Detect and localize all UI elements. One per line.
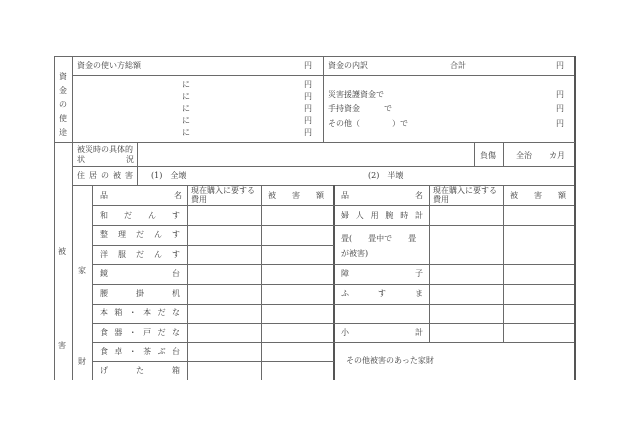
usage-line-ni: に <box>182 116 190 125</box>
divider <box>54 142 575 143</box>
char: 卓 <box>114 347 123 356</box>
list-item <box>341 211 423 221</box>
divider <box>92 264 574 265</box>
header-cost-line1-right: 現在購入に要する <box>433 186 497 195</box>
divider <box>92 304 574 305</box>
situation-label-line2a: 状 <box>77 155 85 164</box>
household-label-top: 家 <box>78 266 86 275</box>
char: 本 <box>100 308 108 317</box>
header-char: 害 <box>292 191 300 200</box>
char: ・ <box>128 308 137 317</box>
char: 計 <box>414 211 423 220</box>
divider <box>72 185 574 186</box>
char: ・ <box>128 347 137 356</box>
char: 器 <box>114 328 123 337</box>
char: 台 <box>171 347 180 356</box>
table-left-border <box>54 56 55 380</box>
char: ん <box>148 211 156 220</box>
char: ん <box>154 230 162 239</box>
breakdown-line-label: 手持資金 で <box>328 104 392 113</box>
char: 人 <box>355 211 364 220</box>
breakdown-label: 資金の内訳 <box>328 61 368 70</box>
header-item-b: 名 <box>415 191 423 200</box>
usage-line-yen: 円 <box>304 104 312 113</box>
char: 障 <box>341 269 349 278</box>
char: 腰 <box>100 289 108 298</box>
char: 戸 <box>143 328 152 337</box>
usage-total-label: 資金の使い方総額 <box>77 61 141 70</box>
char: ぶ <box>157 347 166 356</box>
list-item <box>341 269 423 279</box>
header-char: 被 <box>268 191 276 200</box>
recovery-label: 全治 <box>516 151 532 160</box>
list-item <box>100 308 180 318</box>
divider <box>323 56 324 142</box>
char: 婦 <box>341 211 349 220</box>
header-char: 被 <box>510 191 518 200</box>
char: 台 <box>172 269 180 278</box>
header-item-name <box>100 191 182 201</box>
char: ま <box>415 289 423 298</box>
subtotal-row <box>341 328 423 338</box>
list-item <box>100 289 180 299</box>
fund-usage-section-label: 資金の使途 <box>59 72 67 137</box>
usage-line-ni: に <box>182 92 190 101</box>
option-full-destruction: (1) 全壊 <box>151 171 187 180</box>
header-cost-line2-right: 費用 <box>433 195 449 204</box>
list-item <box>100 347 180 357</box>
char: す <box>172 230 180 239</box>
char: 机 <box>172 289 180 298</box>
char: 箱 <box>114 308 123 317</box>
divider <box>72 56 73 142</box>
table-top-border <box>54 56 575 57</box>
usage-line-yen: 円 <box>304 92 312 101</box>
char: 整 <box>100 230 108 239</box>
usage-line-yen: 円 <box>304 80 312 89</box>
tatami-line2: が被害) <box>341 249 369 258</box>
divider <box>92 225 334 226</box>
divider <box>261 185 262 380</box>
tatami-line1: 畳( 畳中で 畳 <box>341 234 417 243</box>
list-item <box>100 211 180 221</box>
header-damage-amount <box>268 191 324 201</box>
breakdown-line-label: その他（ ）で <box>328 119 408 128</box>
char: 用 <box>370 211 379 220</box>
divider <box>333 185 335 380</box>
char: 箱 <box>172 366 180 375</box>
char: 理 <box>118 230 126 239</box>
divider <box>92 361 334 362</box>
divider <box>92 323 574 324</box>
usage-line-ni: に <box>182 104 190 113</box>
divider <box>92 245 334 246</box>
usage-total-yen: 円 <box>304 61 312 70</box>
char: 服 <box>118 250 126 259</box>
char: 鏡 <box>100 269 108 278</box>
char: 本 <box>143 308 152 317</box>
header-char: 額 <box>316 191 324 200</box>
injury-label: 負傷 <box>480 151 496 160</box>
char: げ <box>100 366 108 375</box>
header-cost-line1: 現在購入に要する <box>191 186 255 195</box>
other-damaged-items-label: その他被害のあった家財 <box>346 356 434 365</box>
list-item <box>100 230 180 240</box>
list-item <box>100 328 180 338</box>
char: だ <box>124 211 132 220</box>
header-char: 額 <box>558 191 566 200</box>
divider <box>92 342 574 343</box>
char: 腕 <box>385 211 394 220</box>
table-right-border <box>574 56 576 380</box>
char: す <box>378 289 386 298</box>
list-item <box>100 269 180 279</box>
months-label: カ月 <box>549 151 565 160</box>
divider <box>72 166 574 167</box>
list-item <box>100 250 180 260</box>
divider <box>474 142 475 166</box>
usage-line-ni: に <box>182 80 190 89</box>
char: 計 <box>415 328 423 337</box>
damage-section-label-top: 被 <box>58 247 66 256</box>
char: 茶 <box>143 347 152 356</box>
char: だ <box>136 230 144 239</box>
char: な <box>171 308 180 317</box>
char: 子 <box>415 269 423 278</box>
char: 時 <box>400 211 409 220</box>
char: ふ <box>341 289 349 298</box>
char: だ <box>157 308 166 317</box>
header-item-a: 品 <box>341 191 349 200</box>
usage-line-yen: 円 <box>304 116 312 125</box>
header-damage-amount-right <box>510 191 566 201</box>
header-cost-line2: 費用 <box>191 195 207 204</box>
breakdown-total-label: 合計 <box>450 61 466 70</box>
damage-section-label-bottom: 害 <box>58 341 66 350</box>
char: ・ <box>128 328 137 337</box>
house-damage-label <box>77 171 137 181</box>
divider <box>137 142 138 185</box>
header-item-a: 品 <box>100 191 108 200</box>
char: 掛 <box>136 289 144 298</box>
char: 小 <box>341 328 349 337</box>
situation-label-line1: 被災時の具体的 <box>77 145 133 154</box>
char: 食 <box>100 328 108 337</box>
char: な <box>171 328 180 337</box>
divider <box>72 75 574 76</box>
list-item <box>100 366 180 376</box>
usage-line-ni: に <box>182 128 190 137</box>
breakdown-line-yen: 円 <box>556 104 564 113</box>
breakdown-line-yen: 円 <box>556 119 564 128</box>
option-half-destruction: (2) 半壊 <box>368 171 404 180</box>
divider <box>92 205 574 206</box>
divider <box>187 185 188 380</box>
header-item-name-right <box>341 191 423 201</box>
char: 洋 <box>100 250 108 259</box>
breakdown-total-yen: 円 <box>556 61 564 70</box>
breakdown-line-yen: 円 <box>556 90 564 99</box>
char: 和 <box>100 211 108 220</box>
household-label-bottom: 財 <box>78 357 86 366</box>
divider <box>334 225 574 226</box>
char: た <box>136 366 144 375</box>
char: す <box>172 250 180 259</box>
char: す <box>172 211 180 220</box>
header-item-b: 名 <box>174 191 182 200</box>
list-item <box>341 289 423 299</box>
house-damage-text: 住居の被害 <box>77 171 137 180</box>
header-char: 害 <box>534 191 542 200</box>
divider <box>503 142 504 166</box>
char: だ <box>136 250 144 259</box>
divider <box>92 284 574 285</box>
usage-line-yen: 円 <box>304 128 312 137</box>
char: だ <box>157 328 166 337</box>
char: ん <box>154 250 162 259</box>
divider <box>72 142 73 380</box>
breakdown-line-label: 災害援護資金で <box>328 90 384 99</box>
situation-label-line2b: 況 <box>126 155 134 164</box>
char: 食 <box>100 347 108 356</box>
divider <box>92 185 93 380</box>
